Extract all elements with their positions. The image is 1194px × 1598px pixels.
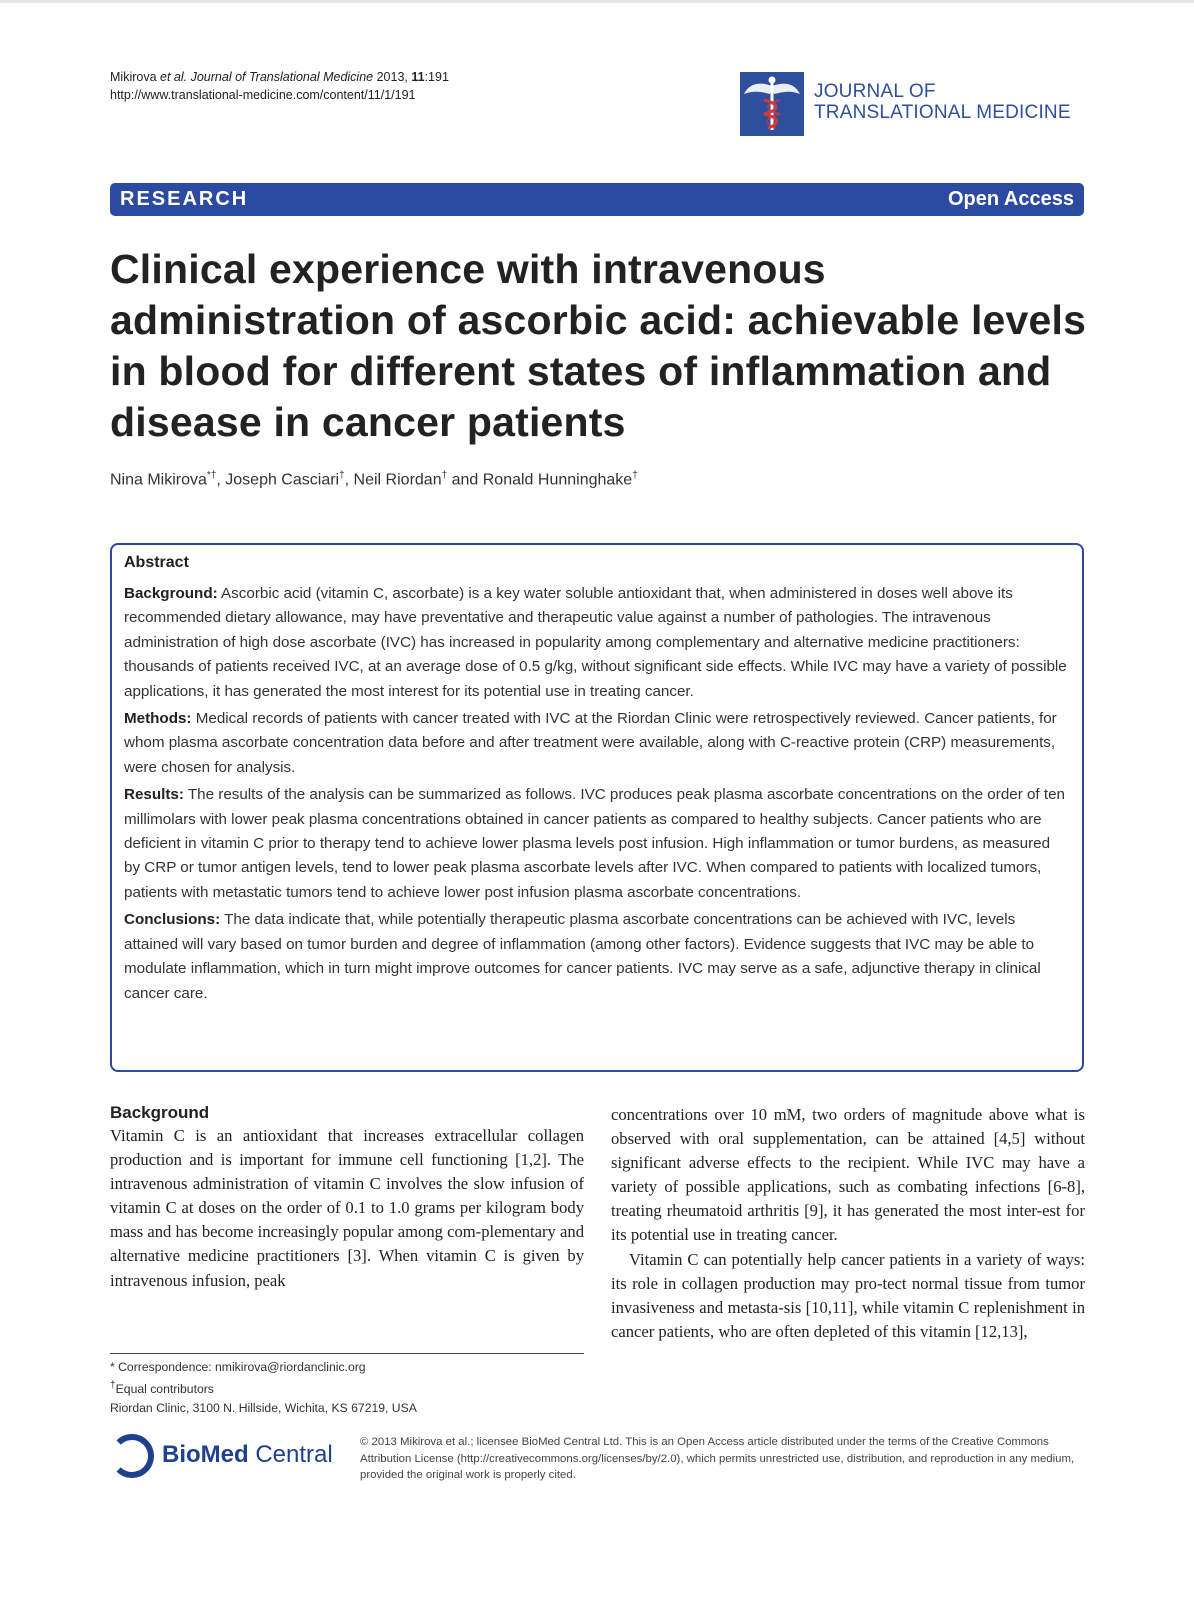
abstract-results-label: Results: [124, 786, 184, 804]
abstract-conclusions-text: The data indicate that, while potentially therapeutic plasma ascorbate concentrations can be achieved with IVC, levels attained will vary based on tumor burden and degree of inflammation (among other factors). Evidence suggests that IVC may be able to modulate inflammation, which in turn might improve outcomes for cancer patients. IVC may serve as a safe, adjunctive therapy in clinical cancer care. [124, 911, 1041, 1002]
background-heading: Background [110, 1103, 210, 1122]
article-url[interactable]: http://www.translational-medicine.com/content/11/1/191 [110, 88, 416, 102]
equal-contributors-text: Equal contributors [115, 1381, 214, 1396]
citation-line [110, 68, 449, 86]
citation-author: Mikirova [110, 70, 157, 84]
author-name: Nina Mikirova [110, 471, 207, 489]
journal-logo-line2: TRANSLATIONAL MEDICINE [814, 102, 1071, 123]
license-text: © 2013 Mikirova et al.; licensee BioMed Central Ltd. This is an Open Access article distributed under the terms of the Creative Commons Attribution License (http://creativecommons.org/licenses/by/2.0), which permits unrestricted use, distribution, and reproduction in any medium, provided the original work is properly cited. [360, 1436, 1075, 1481]
biomed-rest: Central [248, 1441, 333, 1468]
section-banner [110, 183, 1084, 216]
author-name: Ronald Hunninghake [482, 471, 633, 489]
abstract-conclusions [124, 908, 1070, 1006]
journal-logo-text [814, 81, 1071, 123]
journal-logo-line1: JOURNAL OF [814, 81, 936, 102]
author-separator: and [447, 471, 483, 489]
author-separator: , [216, 471, 226, 489]
caduceus-icon [740, 72, 804, 136]
footnotes [110, 1358, 417, 1417]
author-mark: † [632, 470, 638, 481]
biomed-logo-text [162, 1441, 333, 1469]
abstract-background [124, 582, 1070, 704]
biomed-central-logo [110, 1434, 350, 1478]
abstract-background-label: Background: [124, 585, 218, 602]
body-column-right [611, 1103, 1085, 1344]
citation-journal: Journal of Translational Medicine [187, 70, 374, 84]
author-list [110, 470, 638, 489]
open-access-label: Open Access [948, 188, 1074, 210]
biomed-ring-icon [110, 1434, 154, 1478]
footnote-divider [110, 1353, 584, 1354]
abstract-box [110, 543, 1084, 1072]
biomed-bold: BioMed [162, 1441, 249, 1468]
affiliation-note: Riordan Clinic, 3100 N. Hillside, Wichita, KS 67219, USA [110, 1400, 417, 1415]
body-paragraph-1: concentrations over 10 mM, two orders of magnitude above what is observed with oral supplementation, can be attained [4,5] without significant adverse effects to the recipient. While IVC may have a variety of possible applications, such as combating infections [6-8], treating rheumatoid arthritis [9], it has generated the most inter-est for its potential use in treating cancer. [611, 1105, 1085, 1245]
equal-mark: † [110, 1379, 116, 1391]
body-column-left [110, 1103, 584, 1293]
abstract-methods [124, 707, 1070, 780]
abstract-methods-label: Methods: [124, 710, 192, 728]
author-mark: † [339, 470, 345, 481]
abstract-background-text: Ascorbic acid (vitamin C, ascorbate) is a key water soluble antioxidant that, when administered in doses well above its recommended dietary allowance, may have preventative and therapeutic value against a number of pathologies. The intravenous administration of high dose ascorbate (IVC) has increased in popularity among complementary and alternative medicine practitioners: thousands of patients received IVC, at an average dose of 0.5 g/kg, without significant side effects. While IVC may have a variety of possible applications, it has generated the most interest for its potential use in treating cancer. [124, 585, 1067, 700]
article-title: Clinical experience with intravenous administration of ascorbic acid: achievable levels in blood for different states of inflammation and disease in cancer patients [110, 246, 1087, 445]
author-mark: † [441, 470, 448, 481]
abstract-results [124, 783, 1070, 905]
author-mark: *† [206, 470, 217, 481]
author-separator: , [344, 471, 354, 489]
citation-pages: :191 [424, 70, 449, 84]
abstract-conclusions-label: Conclusions: [124, 911, 221, 929]
journal-logo [740, 72, 1085, 136]
citation-year: 2013, [373, 70, 412, 84]
citation-etal: et al. [156, 70, 188, 84]
author-name: Neil Riordan [353, 471, 442, 489]
correspondence-note: * Correspondence: nmikirova@riordanclinic.org [110, 1360, 366, 1374]
citation-volume: 11 [411, 70, 425, 84]
background-paragraph: Vitamin C is an antioxidant that increases extracellular collagen production and is important for immune cell functioning [1,2]. The intravenous administration of vitamin C involves the slow infusion of vitamin C at doses on the order of 0.1 to 1.0 grams per kilogram body mass and has become increasingly popular among com-plementary and alternative medicine practitioners [3]. When vitamin C is given by intravenous infusion, peak [110, 1126, 584, 1290]
abstract-methods-text: Medical records of patients with cancer treated with IVC at the Riordan Clinic were retrospectively reviewed. Cancer patients, for whom plasma ascorbate concentration data before and after treatment were available, along with C-reactive protein (CRP) measurements, were chosen for analysis. [124, 710, 1057, 776]
section-label: RESEARCH [120, 188, 249, 210]
top-rule [0, 0, 1194, 3]
abstract-results-text: The results of the analysis can be summarized as follows. IVC produces peak plasma ascorbate concentrations on the order of ten millimolars with lower peak plasma concentrations obtained in cancer patients as compared to healthy subjects. Cancer patients who are deficient in vitamin C prior to therapy tend to achieve lower plasma levels post infusion. High inflammation or tumor burdens, as measured by CRP or tumor antigen levels, tend to lower peak plasma ascorbate levels after IVC. When compared to patients with localized tumors, patients with metastatic tumors tend to achieve lower post infusion plasma ascorbate concentrations. [124, 786, 1065, 901]
equal-contributors-note [110, 1377, 417, 1399]
citation-header [110, 68, 449, 104]
abstract-heading: Abstract [124, 554, 189, 571]
body-paragraph-2: Vitamin C can potentially help cancer patients in a variety of ways: its role in collagen production may pro-tect normal tissue from tumor invasiveness and metasta-sis [10,11], while vitamin C replenishment in cancer patients, who are often depleted of this vitamin [12,13], [611, 1249, 1085, 1341]
author-name: Joseph Casciari [225, 471, 340, 489]
